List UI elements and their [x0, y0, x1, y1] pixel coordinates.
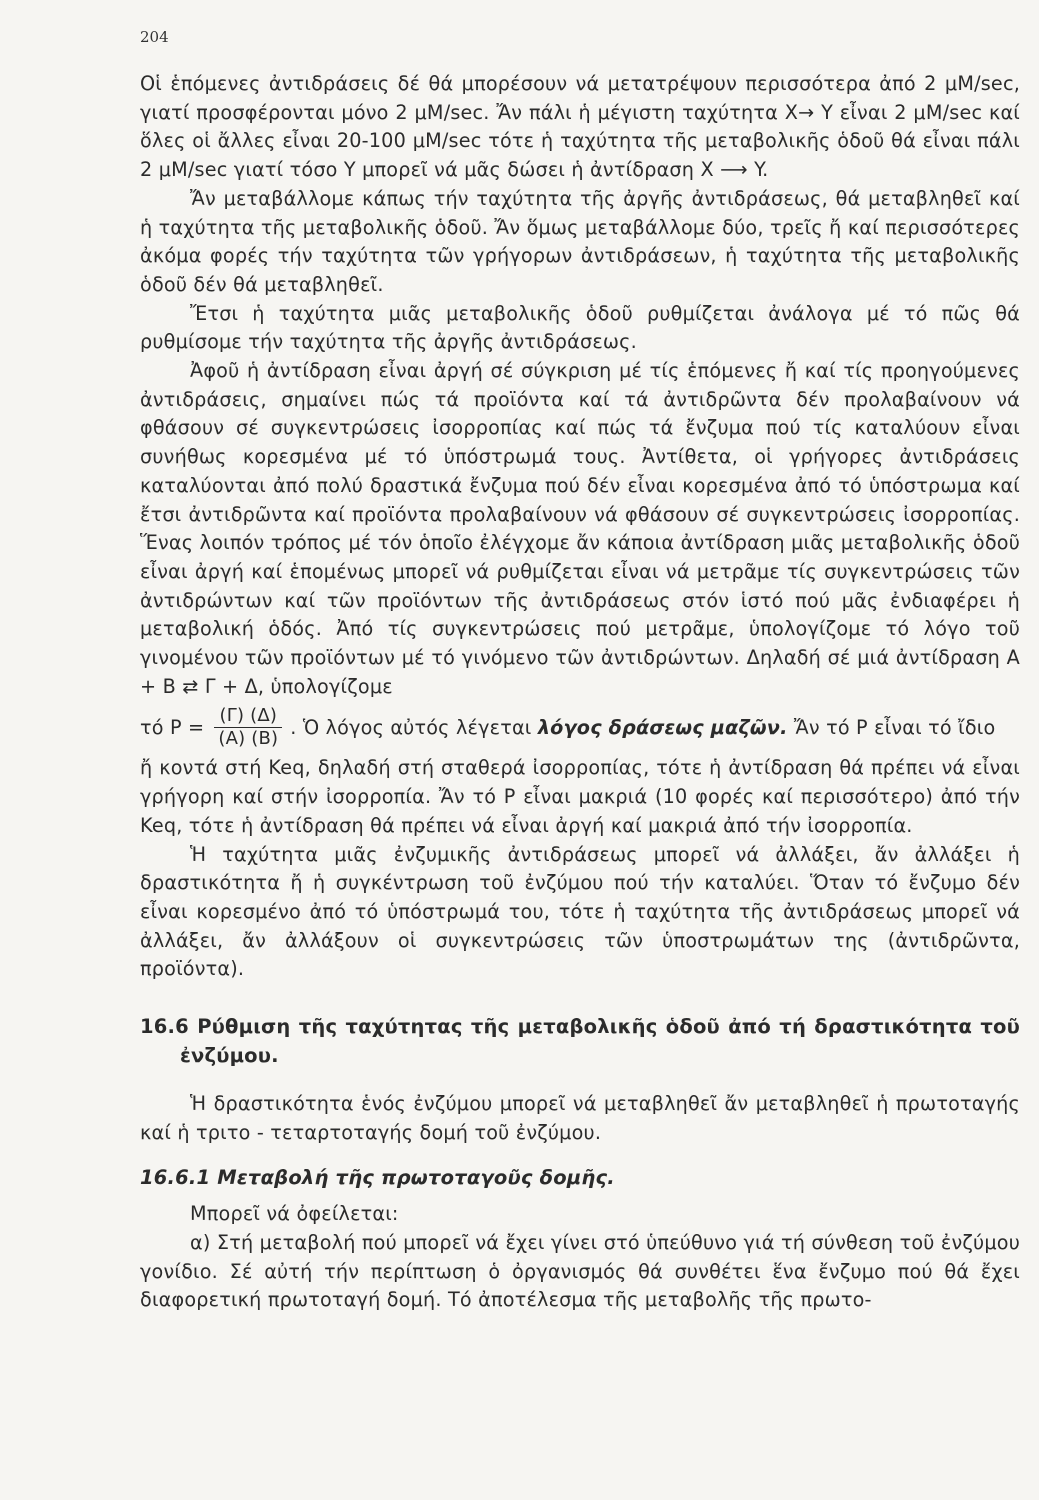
paragraph: Ἄν μεταβάλλομε κάπως τήν ταχύτητα τῆς ἀργῆς ἀντιδράσεως, θά μεταβληθεῖ καί ἡ ταχύτητα τῆς μεταβολικῆς ὁδοῦ. Ἄν ὅμως μεταβάλλομε δύο, τρεῖς ἤ καί περισσότερες ἀκόμα φορές τήν ταχύτητα τῶν γρήγορων ἀντιδράσεων, ἡ ταχύτητα τῆς μεταβολικῆς ὁδοῦ δέν θά μεταβληθεῖ. [140, 186, 1020, 296]
subsection-item-a: α) Στή μεταβολή πού μπορεῖ νά ἔχει γίνει στό ὑπεύθυνο γιά τή σύνθεση τοῦ ἐνζύμου γονίδιο. Σέ αὐτή τήν περίπτωση ὁ ὀργανισμός θά συνθέτει ἕνα ἔνζυμο πού θά ἔχει διαφορετική πρωτοταγή δομή. Τό ἀποτέλεσμα τῆς μεταβολῆς τῆς πρωτο- [140, 1230, 1020, 1312]
paragraph: Ἔτσι ἡ ταχύτητα μιᾶς μεταβολικῆς ὁδοῦ ρυθμίζεται ἀνάλογα μέ τό πῶς θά ρυθμίσομε τήν ταχύτητα τῆς ἀργῆς ἀντιδράσεως. [140, 301, 1020, 354]
formula-prefix: τό P = [140, 715, 205, 739]
formula-numerator: (Γ) (Δ) [219, 705, 278, 727]
subsection-heading: 16.6.1 Μεταβολή τῆς πρωτοταγοῦς δομῆς. [140, 1165, 615, 1189]
section-heading: 16.6 Ρύθμιση τῆς ταχύτητας τῆς μεταβολικῆς ὁδοῦ ἀπό τή δραστικότητα τοῦ ἐνζύμου. [140, 1015, 1020, 1068]
page-body [140, 70, 1020, 1315]
paragraph: ἤ κοντά στή Keq, δηλαδή στή σταθερά ἰσορροπίας, τότε ἡ ἀντίδραση θά πρέπει νά εἶναι γρήγορη καί στήν ἰσορροπία. Ἄν τό P εἶναι μακριά (10 φορές καί περισσότερο) ἀπό τήν Keq, τότε ἡ ἀντίδραση θά πρέπει νά εἶναι ἀργή καί μακριά ἀπό τήν ἰσορροπία. [140, 756, 1020, 837]
paragraph: Οἱ ἑπόμενες ἀντιδράσεις δέ θά μπορέσουν νά μετατρέψουν περισσότερα ἀπό 2 μM/sec, γιατί προσφέρονται μόνο 2 μM/sec. Ἄν πάλι ἡ μέγιστη ταχύτητα X→ Y εἶναι 2 μM/sec καί ὅλες οἱ ἄλλες εἶναι 20-100 μM/sec τότε ἡ ταχύτητα τῆς μεταβολικῆς ὁδοῦ θά εἶναι πάλι 2 μM/sec γιατί τόσο Y μπορεῖ νά μᾶς δώσει ἡ ἀντίδραση X ⟶ Y. [140, 72, 1020, 182]
mass-action-term: λόγος δράσεως μαζῶν. [537, 715, 788, 739]
formula-rest: Ἄν τό P εἶναι τό ἴδιο [793, 715, 996, 739]
page-number: 204 [140, 28, 169, 46]
formula-denominator: (A) (B) [214, 727, 282, 750]
subsection-intro: Μπορεῖ νά ὀφείλεται: [190, 1202, 399, 1226]
paragraph: Ἡ ταχύτητα μιᾶς ἐνζυμικῆς ἀντιδράσεως μπορεῖ νά ἀλλάξει, ἄν ἀλλάξει ἡ δραστικότητα ἤ ἡ συγκέντρωση τοῦ ἐνζύμου πού τήν καταλύει. Ὅταν τό ἔνζυμο δέν εἶναι κορεσμένο ἀπό τό ὑπόστρωμά του, τότε ἡ ταχύτητα τῆς ἀντιδράσεως μπορεῖ νά ἀλλάξει, ἄν ἀλλάξουν οἱ συγκεντρώσεις τῶν ὑποστρωμάτων της (ἀντιδρῶντα, προϊόντα). [140, 842, 1020, 981]
formula-fraction [214, 705, 282, 750]
section-paragraph: Ἡ δραστικότητα ἑνός ἐνζύμου μπορεῖ νά μεταβληθεῖ ἄν μεταβληθεῖ ἡ πρωτοταγής καί ἡ τριτο - τεταρτοταγής δομή τοῦ ἐνζύμου. [140, 1092, 1020, 1144]
paragraph: Ἀφοῦ ἡ ἀντίδραση εἶναι ἀργή σέ σύγκριση μέ τίς ἑπόμενες ἤ καί τίς προηγούμενες ἀντιδράσεις, σημαίνει πώς τά προϊόντα καί τά ἀντιδρῶντα δέν προλαβαίνουν νά φθάσουν σέ συγκεντρώσεις ἰσορροπίας καί πώς τά ἔνζυμα πού τίς καταλύουν εἶναι συνήθως κορεσμένα μέ τό ὑπόστρωμά τους. Ἀντίθετα, οἱ γρήγορες ἀντιδράσεις καταλύονται ἀπό πολύ δραστικά ἔνζυμα πού δέν εἶναι κορεσμένα ἀπό τό ὑπόστρωμα καί ἔτσι ἀντιδρῶντα καί προϊόντα προλαβαίνουν νά φθάσουν σέ συγκεντρώσεις ἰσορροπίας. Ἕνας λοιπόν τρόπος μέ τόν ὁποῖο ἐλέγχομε ἄν κάποια ἀντίδραση μιᾶς μεταβολικῆς ὁδοῦ εἶναι ἀργή καί ἑπομένως μπορεῖ νά ρυθμίζεται εἶναι νά μετρᾶμε τίς συγκεντρώσεις τῶν ἀντιδρώντων καί τῶν προϊόντων τῆς ἀντιδράσεως στόν ἱστό πού μᾶς ἐνδιαφέρει ἡ μεταβολική ὁδός. Ἀπό τίς συγκεντρώσεις πού μετρᾶμε, ὑπολογίζομε τό λόγο τοῦ γινομένου τῶν προϊόντων μέ τό γινόμενο τῶν ἀντιδρώντων. Δηλαδή σέ μιά ἀντίδραση A + B ⇄ Γ + Δ, ὑπολογίζομε [140, 359, 1020, 698]
formula-after: . Ὁ λόγος αὐτός λέγεται [290, 715, 532, 739]
mass-action-formula [140, 705, 1020, 750]
